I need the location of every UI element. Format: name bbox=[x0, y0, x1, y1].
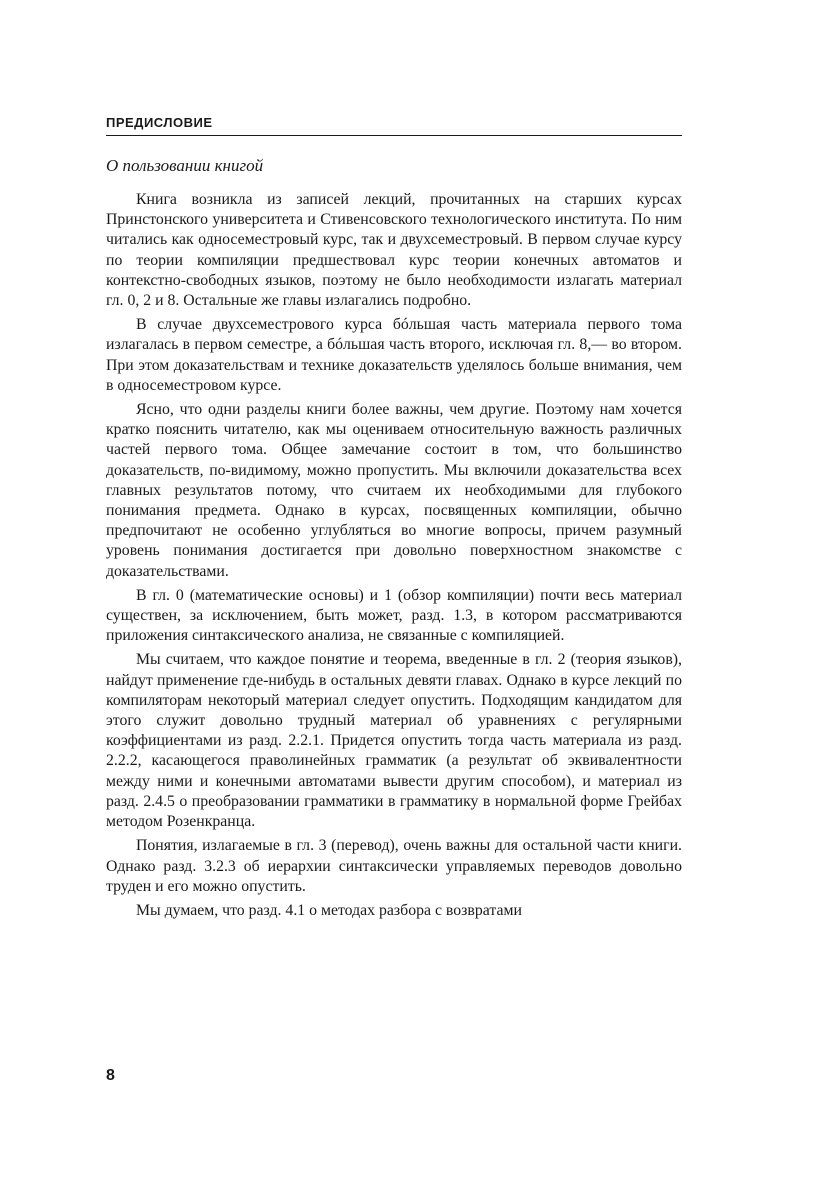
running-header bbox=[106, 114, 682, 136]
paragraph: Мы считаем, что каждое понятие и теорема, введенные в гл. 2 (теория языков), найдут применение где-нибудь в остальных девяти главах. Однако в курсе лекций по компиляторам некоторый материал следует опустить. Подходящим кандидатом для этого служит довольно трудный материал об уравнениях с регулярными коэффициентами из разд. 2.2.1. Придется опустить тогда часть материала из разд. 2.2.2, касающегося праволинейных грамматик (а результат об эквивалентности между ними и конечными автоматами вывести другим способом), и материал из разд. 2.4.5 о преобразовании грамматики в грамматику в нормальной форме Грейбах методом Розенкранца. bbox=[106, 651, 682, 831]
paragraph: Понятия, излагаемые в гл. 3 (перевод), очень важны для остальной части книги. Однако разд. 3.2.3 об иерархии синтаксически управляемых переводов довольно труден и его можно опустить. bbox=[106, 837, 682, 895]
section-title: О пользовании книгой bbox=[106, 156, 264, 175]
body-text bbox=[106, 190, 682, 925]
page-number: 8 bbox=[106, 1067, 115, 1084]
paragraph: Ясно, что одни разделы книги более важны, чем другие. Поэтому нам хочется кратко пояснить читателю, как мы оцениваем относительную важность различных частей первого тома. Общее замечание состоит в том, что большинство доказательств, по-видимому, можно пропустить. Мы включили доказательства всех главных результатов потому, что считаем их необходимыми для глубокого понимания предмета. Однако в курсах, посвященных компиляции, обычно предпочитают не особенно углубляться во многие вопросы, причем разумный уровень понимания достигается при довольно поверхностном знакомстве с доказательствами. bbox=[106, 401, 682, 580]
paragraph: В случае двухсеместрового курса бóльшая часть материала первого тома излагалась в первом семестре, а бóльшая часть второго, исключая гл. 8,— во втором. При этом доказательствам и технике доказательств уделялось больше внимания, чем в односеместровом курсе. bbox=[106, 316, 682, 394]
paragraph: Книга возникла из записей лекций, прочитанных на старших курсах Принстонского университета и Стивенсовского технологического института. По ним читались как односеместровый курс, так и двухсеместровый. В первом случае курсу по теории компиляции предшествовал курс теории конечных автоматов и контекстно-свободных языков, поэтому не было необходимости излагать материал гл. 0, 2 и 8. Остальные же главы излагались подробно. bbox=[106, 191, 682, 310]
paragraph: Мы думаем, что разд. 4.1 о методах разбора с возвратами bbox=[136, 901, 522, 919]
paragraph: В гл. 0 (математические основы) и 1 (обзор компиляции) почти весь материал существен, за исключением, быть может, разд. 1.3, в котором рассматриваются приложения синтаксического анализа, не связанные с компиляцией. bbox=[106, 586, 682, 645]
running-header-title: ПРЕДИСЛОВИЕ bbox=[106, 115, 213, 130]
